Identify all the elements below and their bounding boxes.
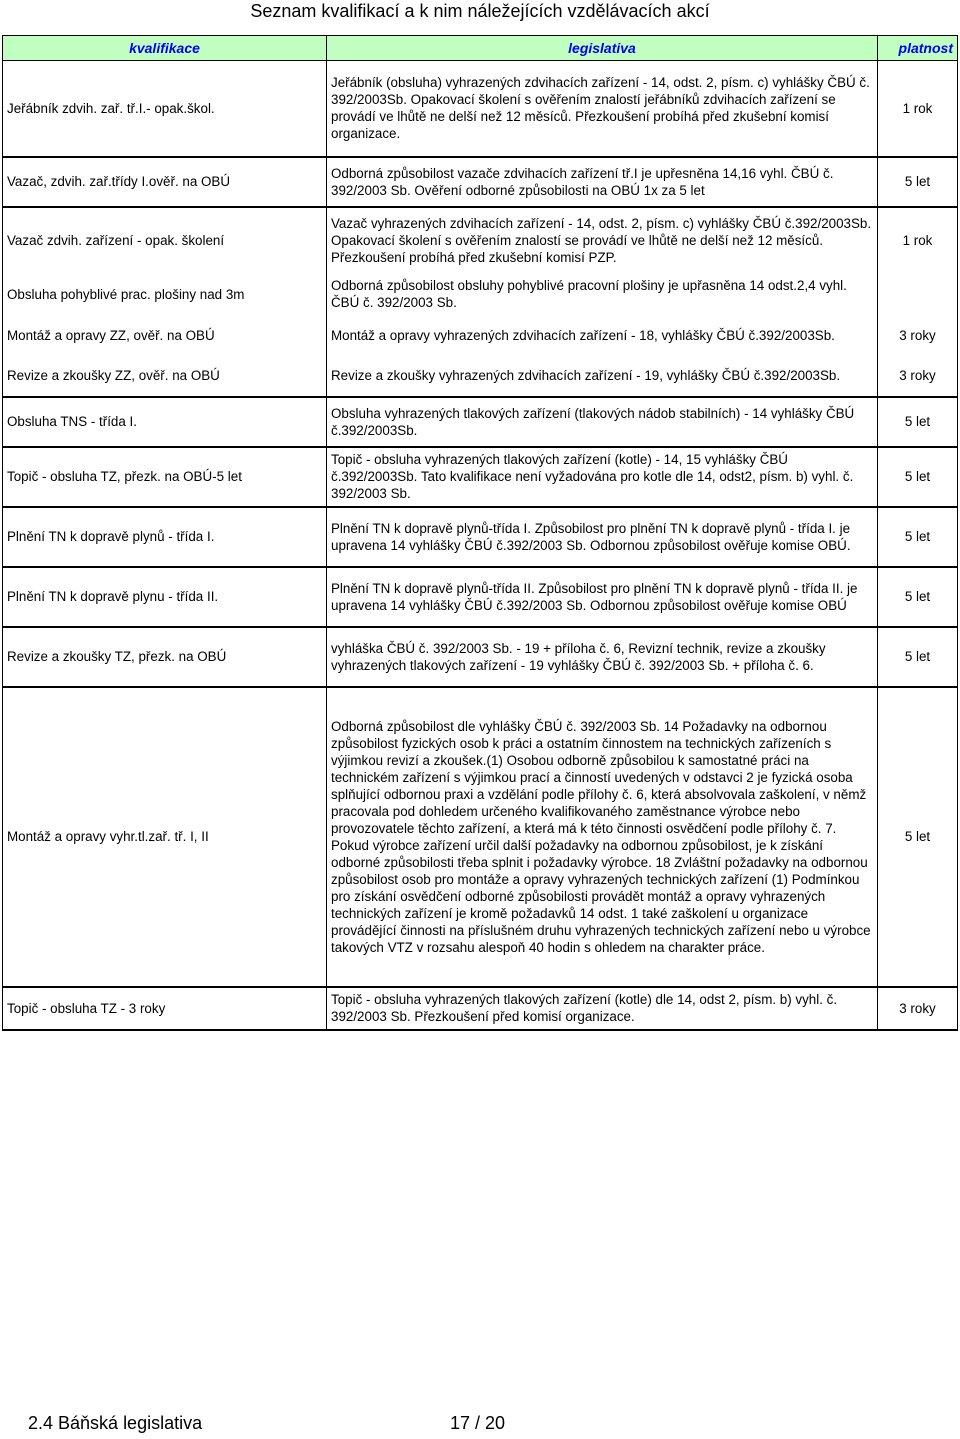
table-row <box>3 157 958 207</box>
qualification-name: Vazač, zdvih. zař.třídy I.ověř. na OBÚ <box>3 157 327 207</box>
table-row <box>3 207 958 273</box>
legislation-text: Revize a zkoušky vyhrazených zdvihacích zařízení - 19, vyhlášky ČBÚ č.392/2003Sb. <box>327 356 878 397</box>
table-row <box>3 627 958 687</box>
qualification-name: Montáž a opravy ZZ, ověř. na OBÚ <box>3 316 327 356</box>
qualification-name: Obsluha pohyblivé prac. plošiny nad 3m <box>3 273 327 316</box>
validity-value: 5 let <box>878 157 958 207</box>
qualification-name: Plnění TN k dopravě plynu - třída II. <box>3 567 327 627</box>
header-row <box>3 36 958 61</box>
legislation-text: Topič - obsluha vyhrazených tlakových zařízení (kotle) dle 14, odst 2, písm. b) vyhl. č. 392/2003 Sb. Přezkoušení před komisí organizace. <box>327 987 878 1030</box>
qualification-name: Montáž a opravy vyhr.tl.zař. tř. I, II <box>3 687 327 987</box>
validity-value: 5 let <box>878 627 958 687</box>
validity-value: 5 let <box>878 687 958 987</box>
footer-section: 2.4 Báňská legislativa <box>28 1413 203 1433</box>
legislation-text: Montáž a opravy vyhrazených zdvihacích zařízení - 18, vyhlášky ČBÚ č.392/2003Sb. <box>327 316 878 356</box>
page-number: 17 / 20 <box>450 1413 506 1433</box>
validity-value: 5 let <box>878 507 958 567</box>
table-row <box>3 356 958 397</box>
qualification-table <box>2 35 958 1031</box>
qualification-name: Obsluha TNS - třída I. <box>3 397 327 447</box>
legislation-text: Odborná způsobilost obsluhy pohyblivé pracovní plošiny je upřasněna 14 odst.2,4 vyhl. ČBÚ č. 392/2003 Sb. <box>327 273 878 316</box>
table-row <box>3 61 958 157</box>
table-row <box>3 687 958 987</box>
legislation-text: Odborná způsobilost dle vyhlášky ČBÚ č. 392/2003 Sb. 14 Požadavky na odbornou způsobilost fyzických osob k práci a ostatním činnostem na technických zařízeních s výjimkou revizí a zkoušek.(1) Osobou odborně způsobilou k samostatné práci na technickém zařízení s výjimkou prací a činností uvedených v odstavci 2 je fyzická osoba splňující odbornou praxi a vzdělání podle přílohy č. 6, která absolvovala zaškolení, v němž pracovala pod dohledem určeného kvalifikovaného zaměstnance výrobce nebo provozovatele těchto zařízení, a která má k této činnosti osvědčení podle přílohy č. 7. Pokud výrobce zařízení určil další požadavky na odbornou způsobilost, je k získání odborné způsobilosti třeba splnit i požadavky výrobce. 18 Zvláštní požadavky na odbornou způsobilost osob pro montáže a opravy vyhrazených technických zařízení (1) Podmínkou pro získání osvědčení odborné způsobilosti provádět montáž a opravy vyhrazených technických zařízení je kromě požadavků 14 odst. 1 také zaškolení u organizace provádějící činnosti na příslušném druhu vyhrazených technických zařízení nebo u výrobce takových VTZ v rozsahu alespoň 40 hodin s ohledem na charakter práce. <box>327 687 878 987</box>
header-legislation: legislativa <box>327 36 878 61</box>
qualification-name: Topič - obsluha TZ - 3 roky <box>3 987 327 1030</box>
header-qualification: kvalifikace <box>3 36 327 61</box>
legislation-text: Odborná způsobilost vazače zdvihacích zařízení tř.I je upřesněna 14,16 vyhl. ČBÚ č. 392/2003 Sb. Ověření odborné způsobilosti na OBÚ 1x za 5 let <box>327 157 878 207</box>
validity-value: 3 roky <box>878 316 958 356</box>
table-row <box>3 397 958 447</box>
qualification-name: Revize a zkoušky TZ, přezk. na OBÚ <box>3 627 327 687</box>
qualification-name: Topič - obsluha TZ, přezk. na OBÚ-5 let <box>3 447 327 507</box>
validity-value: 5 let <box>878 447 958 507</box>
table-row <box>3 273 958 316</box>
table-row <box>3 447 958 507</box>
legislation-text: Plnění TN k dopravě plynů-třída II. Způsobilost pro plnění TN k dopravě plynů - třída II. je upravena 14 vyhlášky ČBÚ č.392/2003 Sb. Odbornou způsobilost ověřuje komise OBÚ <box>327 567 878 627</box>
legislation-text: vyhláška ČBÚ č. 392/2003 Sb. - 19 + příloha č. 6, Revizní technik, revize a zkoušky vyhrazených tlakových zařízení - 19 vyhlášky ČBÚ č. 392/2003 Sb. + příloha č. 6. <box>327 627 878 687</box>
qualification-name: Plnění TN k dopravě plynů - třída I. <box>3 507 327 567</box>
page-title: Seznam kvalifikací a k nim náležejících vzdělávacích akcí <box>250 1 710 21</box>
validity-value: 3 roky <box>878 987 958 1030</box>
table-row <box>3 567 958 627</box>
qualification-name: Jeřábník zdvih. zař. tř.I.- opak.škol. <box>3 61 327 157</box>
legislation-text: Topič - obsluha vyhrazených tlakových zařízení (kotle) - 14, 15 vyhlášky ČBÚ č.392/2003Sb. Tato kvalifikace není vyžadována pro kotle dle 14, odst2, písm. b) vyhl. č. 392/2003 Sb. <box>327 447 878 507</box>
legislation-text: Jeřábník (obsluha) vyhrazených zdvihacích zařízení - 14, odst. 2, písm. c) vyhlášky ČBÚ č. 392/2003Sb. Opakovací školení s ověřením znalostí jeřábníků zdvihacích zařízení se provádí ve lhůtě ne delší než 12 měsíců. Přezkoušení probíhá před zkušební komisí organizace. <box>327 61 878 157</box>
validity-value: 5 let <box>878 567 958 627</box>
table-row <box>3 987 958 1030</box>
legislation-text: Vazač vyhrazených zdvihacích zařízení - 14, odst. 2, písm. c) vyhlášky ČBÚ č.392/2003Sb. Opakovací školení s ověřením znalostí se provádí ve lhůtě ne delší než 12 měsíců. Přezkoušení probíhá před zkušební komisí PZP. <box>327 207 878 273</box>
header-validity: platnost <box>878 36 958 61</box>
legislation-text: Obsluha vyhrazených tlakových zařízení (tlakových nádob stabilních) - 14 vyhlášky ČBÚ č.392/2003Sb. <box>327 397 878 447</box>
qualification-name: Revize a zkoušky ZZ, ověř. na OBÚ <box>3 356 327 397</box>
qualification-name: Vazač zdvih. zařízení - opak. školení <box>3 207 327 273</box>
table-row <box>3 507 958 567</box>
validity-value: 3 roky <box>878 356 958 397</box>
legislation-text: Plnění TN k dopravě plynů-třída I. Způsobilost pro plnění TN k dopravě plynů - třída I. je upravena 14 vyhlášky ČBÚ č.392/2003 Sb. Odbornou způsobilost ověřuje komise OBÚ. <box>327 507 878 567</box>
validity-value: 1 rok <box>878 61 958 157</box>
validity-value <box>878 273 958 316</box>
table-row <box>3 316 958 356</box>
validity-value: 1 rok <box>878 207 958 273</box>
validity-value: 5 let <box>878 397 958 447</box>
